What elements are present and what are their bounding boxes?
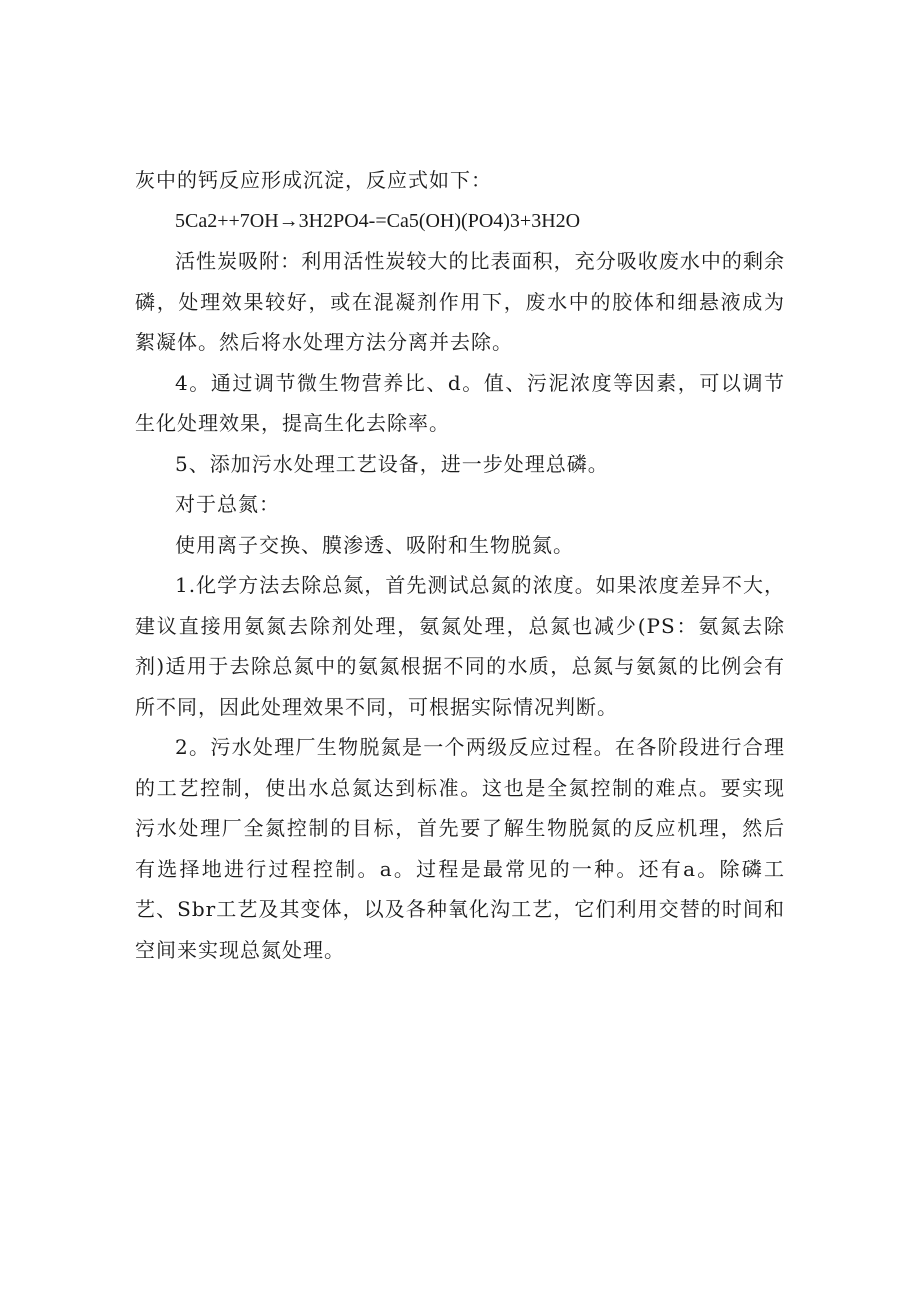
paragraph-activated-carbon: 活性炭吸附：利用活性炭较大的比表面积，充分吸收废水中的剩余磷，处理效果较好，或在混凝剂作用下，废水中的胶体和细悬液成为絮凝体。然后将水处理方法分离并去除。 bbox=[135, 249, 785, 354]
reaction-formula: 5Ca2++7OH→3H2PO4-=Ca5(OH)(PO4)3+3H2O bbox=[175, 209, 581, 232]
paragraph-item-4: 4。通过调节微生物营养比、d。值、污泥浓度等因素，可以调节生化处理效果，提高生化去除率。 bbox=[135, 370, 785, 435]
paragraph-methods: 使用离子交换、膜渗透、吸附和生物脱氮。 bbox=[175, 532, 574, 557]
paragraph-item-2: 2。污水处理厂生物脱氮是一个两级反应过程。在各阶段进行合理的工艺控制，使出水总氮达到标准。这也是全氮控制的难点。要实现污水处理厂全氮控制的目标，首先要了解生物脱氮的反应机理，然后有选择地进行过程控制。a。过程是最常见的一种。还有a。除磷工艺、Sbr工艺及其变体，以及各种氧化沟工艺，它们利用交替的时间和空间来实现总氮处理。 bbox=[135, 735, 785, 962]
section-heading-total-nitrogen: 对于总氮： bbox=[175, 492, 280, 516]
paragraph-item-5: 5、添加污水处理工艺设备，进一步处理总磷。 bbox=[175, 451, 609, 476]
document-body bbox=[135, 160, 785, 970]
paragraph-continuation: 灰中的钙反应形成沉淀，反应式如下： bbox=[135, 168, 492, 192]
paragraph-item-1: 1.化学方法去除总氮，首先测试总氮的浓度。如果浓度差异不大，建议直接用氨氮去除剂处理，氨氮处理，总氮也减少(PS：氨氮去除剂)适用于去除总氮中的氨氮根据不同的水质，总氮与氨氮的比例会有所不同，因此处理效果不同，可根据实际情况判断。 bbox=[135, 573, 785, 719]
